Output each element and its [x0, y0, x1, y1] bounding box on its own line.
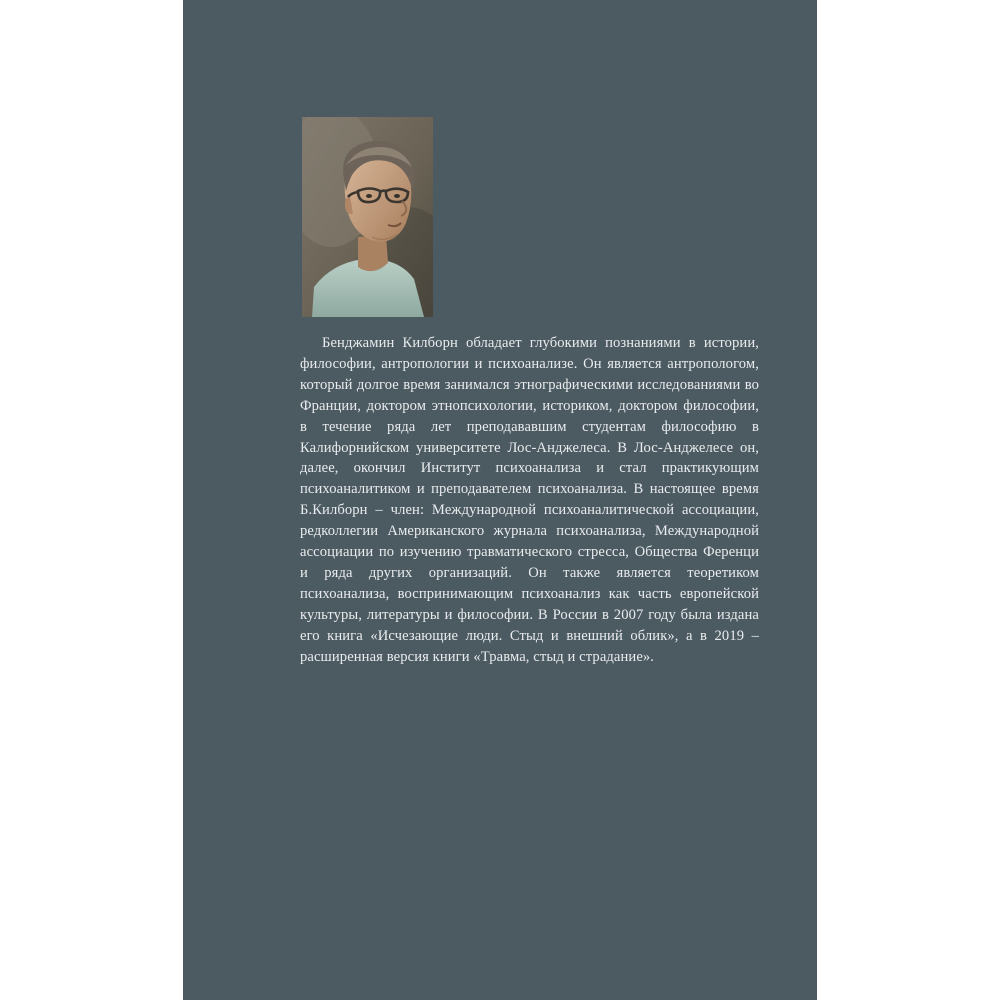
back-cover-panel [183, 0, 817, 1000]
author-biography-text: Бенджамин Килборн обладает глубокими познаниями в истории, философии, антропологии и психоанализе. Он является антропологом, который долгое время занимался этнографическими исследованиями во Франции, доктором этнопсихологии, историком, доктором философии, в течение ряда лет преподававшим студентам философию в Калифорнийском университете Лос-Анджелеса. В Лос-Анджелесе он, далее, окончил Институт психоанализа и стал практикующим психоаналитиком и преподавателем психоанализа. В настоящее время Б.Килборн – член: Международной психоаналитической ассоциации, редколлегии Американского журнала психоанализа, Международной ассоциации по изучению травматического стресса, Общества Ференци и ряда других организаций. Он также является теоретиком психоанализа, воспринимающим психоанализ как часть европейской культуры, литературы и философии. В России в 2007 году была издана его книга «Исчезающие люди. Стыд и внешний облик», а в 2019 – расширенная версия книги «Травма, стыд и страдание». [300, 335, 759, 665]
author-photo-image [302, 117, 433, 317]
author-biography [300, 333, 759, 668]
author-photo [302, 117, 433, 317]
cover-content [183, 0, 817, 1000]
